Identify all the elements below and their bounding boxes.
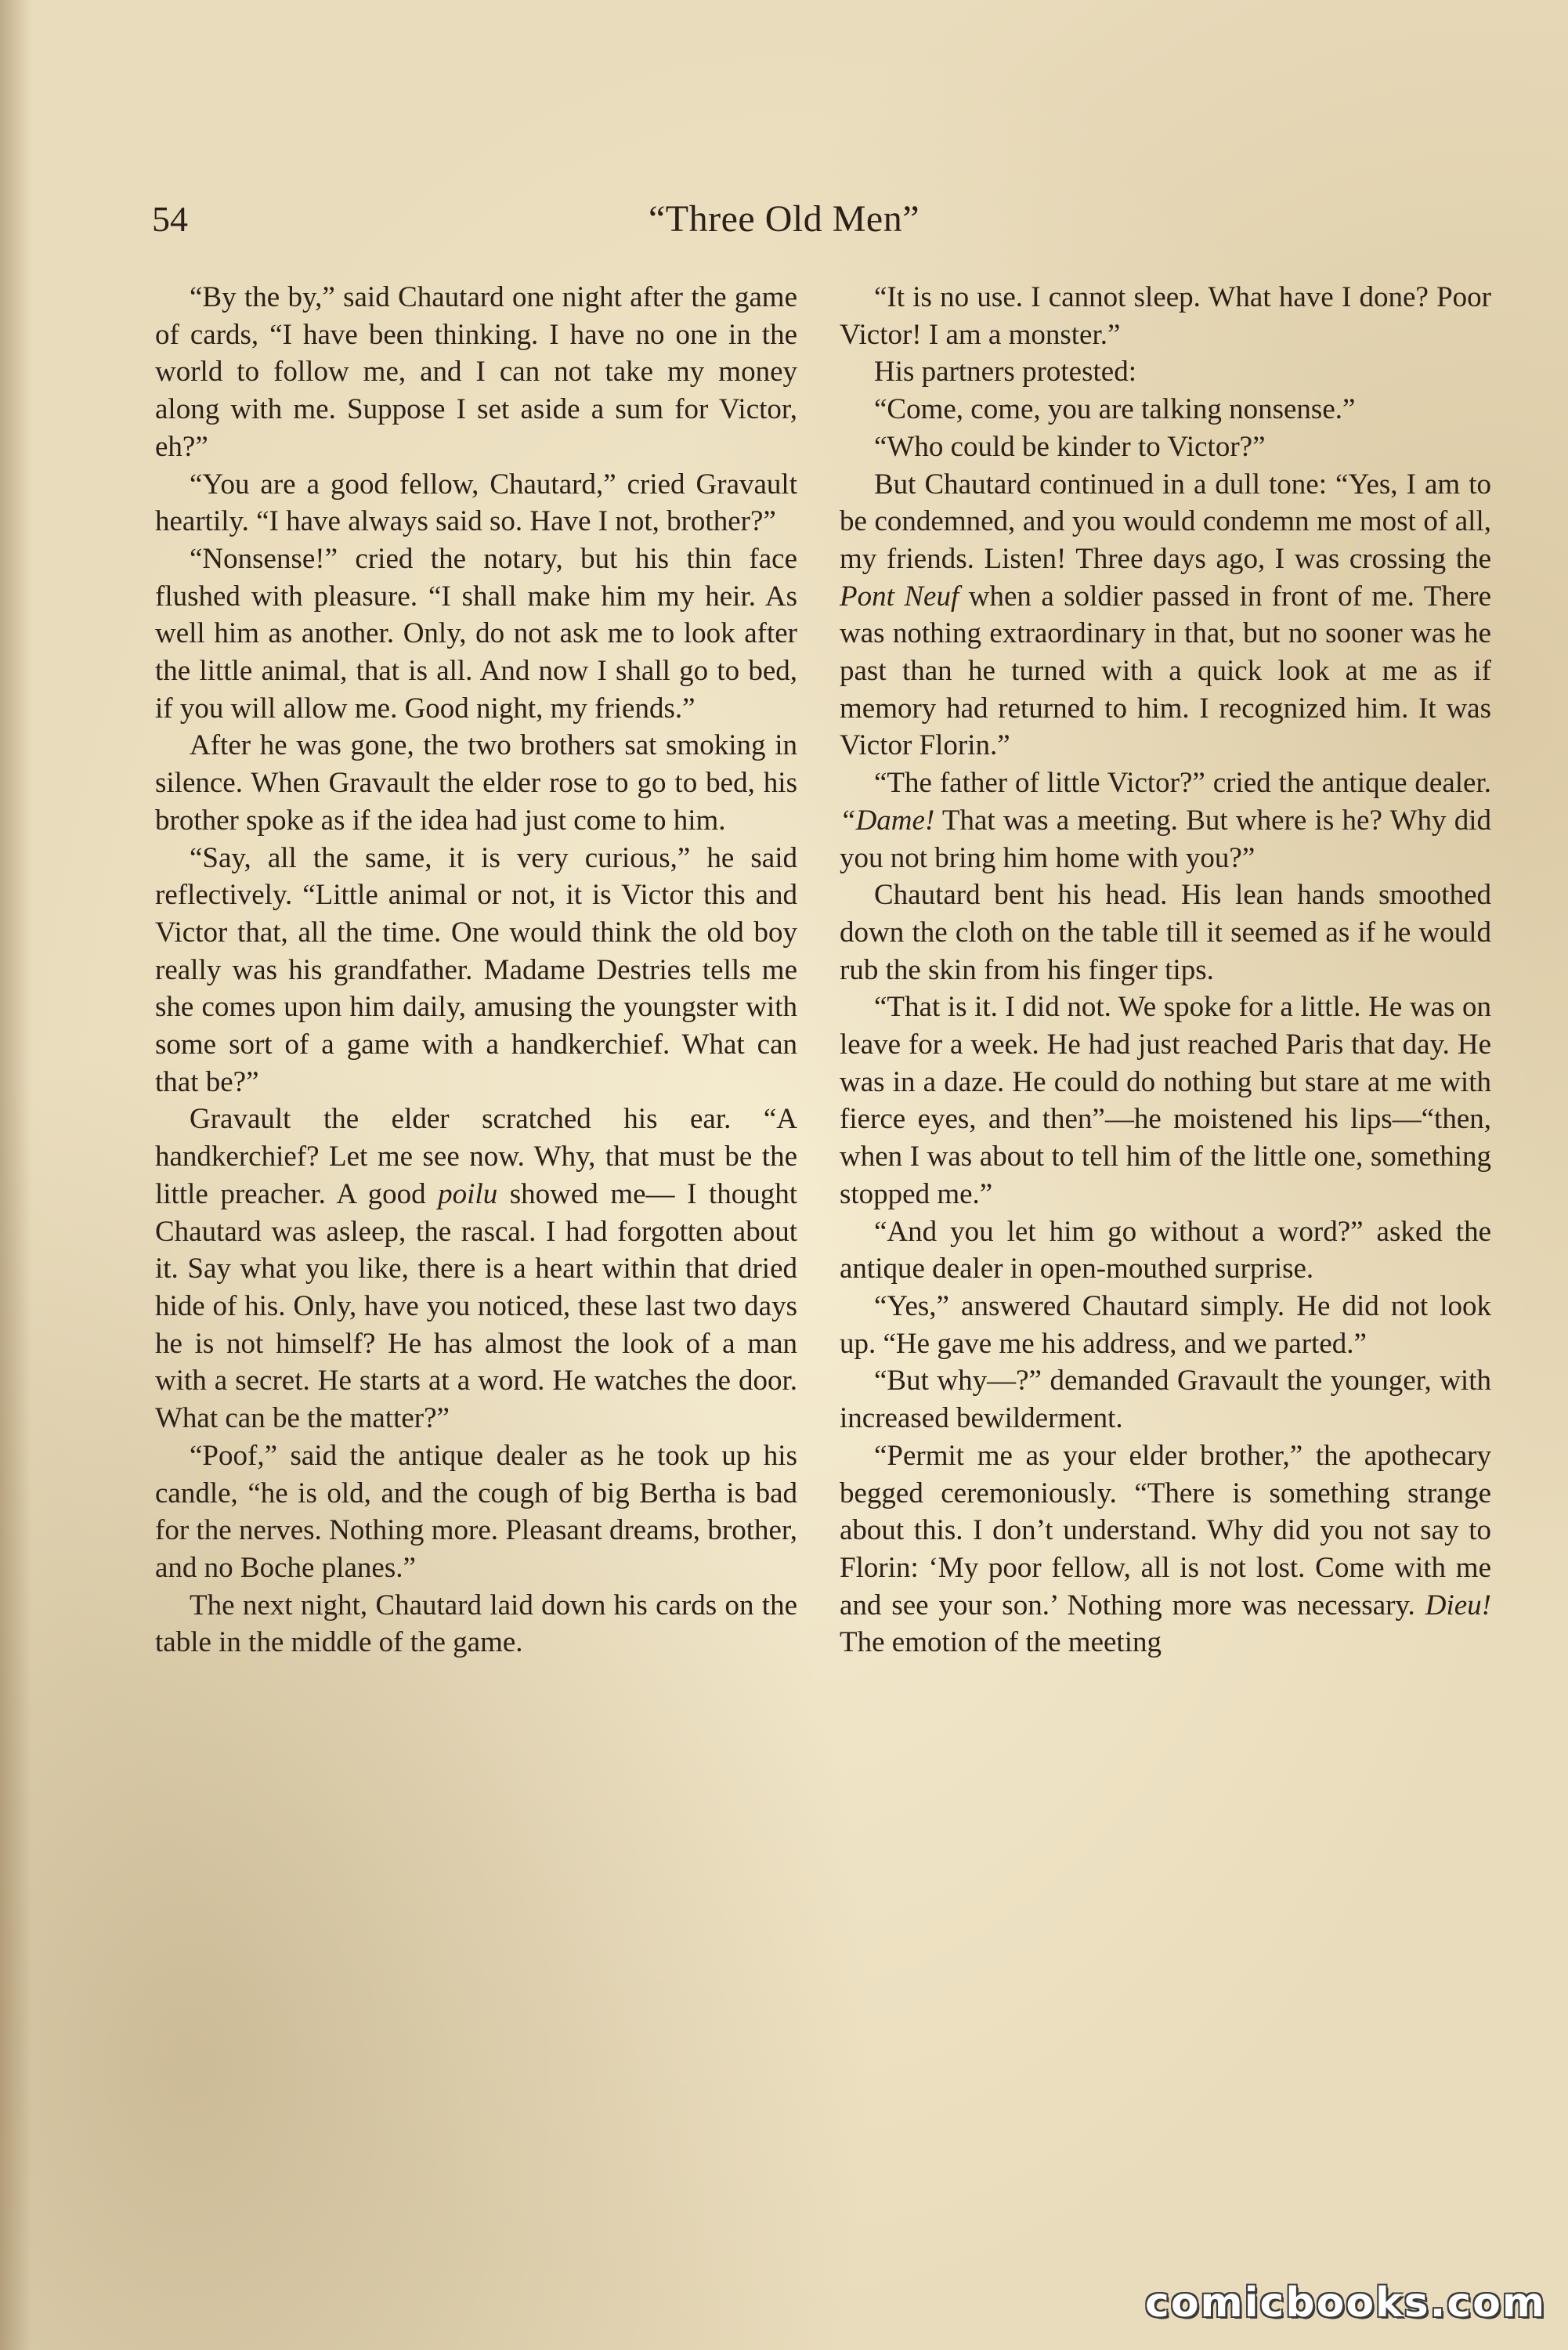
paragraph: “Poof,” said the antique dealer as he took up his candle, “he is old, and the cough of big Bertha is bad for the nerves. Nothing more. Pleasant dreams, brother, and no Boche planes.” — [155, 1439, 797, 1584]
italic-word: Dieu! — [1425, 1589, 1491, 1622]
paragraph: “Who could be kinder to Victor?” — [874, 430, 1266, 463]
paragraph: “But why—?” demanded Gravault the younger, with increased bewilderment. — [840, 1365, 1491, 1435]
paragraph-text: when a soldier passed in front of me. There was nothing extraordinary in that, but no sooner was he past than he turned with a quick look at me as if memory had returned to him. I recognized him. It was Victor Florin.” — [840, 580, 1492, 762]
paragraph — [840, 1437, 1491, 1661]
paragraph — [155, 1101, 797, 1437]
paragraph: “Nonsense!” cried the notary, but his thin face flushed with pleasure. “I shall make him my heir. As well him as another. Only, do not ask me to look after the little animal, that is all. And now I shall go to bed, if you will allow me. Good night, my friends.” — [155, 542, 797, 725]
left-column — [155, 279, 797, 1661]
paragraph-text: The emotion of the meeting — [840, 1626, 1162, 1659]
paragraph: The next night, Chautard laid down his cards on the table in the middle of the game. — [155, 1589, 797, 1659]
italic-word: “Dame! — [840, 804, 935, 837]
paragraph-text: “The father of little Victor?” cried the antique dealer. — [874, 767, 1491, 800]
paragraph: “And you let him go without a word?” asked the antique dealer in open-mouthed surprise. — [840, 1215, 1491, 1285]
page-number: 54 — [152, 199, 188, 239]
paragraph: “By the by,” said Chautard one night after the game of cards, “I have been thinking. I have no one in the world to follow me, and I can not take my money along with me. Suppose I set aside a sum for Victor, eh?” — [155, 281, 797, 463]
right-column — [840, 279, 1491, 1661]
italic-word: Pont Neuf — [840, 580, 959, 613]
paragraph: “That is it. I did not. We spoke for a little. He was on leave for a week. He had just reached Paris that day. He was in a daze. He could do nothing but stare at me with fierce eyes, and then”—he moistened his lips—“then, when I was about to tell him of the little one, something stopped me.” — [840, 991, 1491, 1210]
paragraph-text: showed me— I thought Chautard was asleep, the rascal. I had forgotten about it. Say what you like, there is a heart within that dried hide of his. Only, have you noticed, these last two days he is not himself? He has almost the look of a man with a secret. He starts at a word. He watches the door. What can be the matter?” — [155, 1177, 797, 1435]
paragraph: “It is no use. I cannot sleep. What have I done? Poor Victor! I am a monster.” — [840, 281, 1491, 351]
paragraph-text: But Chautard continued in a dull tone: “Yes, I am to be condemned, and you would condemn me most of all, my friends. Listen! Three days ago, I was crossing the — [840, 468, 1491, 575]
watermark-logo: comicbooks.com — [1145, 2280, 1547, 2326]
paragraph-text: That was a meeting. But where is he? Why did you not bring him home with you?” — [840, 804, 1491, 874]
paragraph: “Yes,” answered Chautard simply. He did not look up. “He gave me his address, and we parted.” — [840, 1289, 1491, 1360]
paragraph — [840, 765, 1491, 877]
paragraph: His partners protested: — [874, 356, 1136, 389]
paragraph: Chautard bent his head. His lean hands smoothed down the cloth on the table till it seemed as if he would rub the skin from his finger tips. — [840, 879, 1491, 986]
paragraph-text: “Permit me as your elder brother,” the apothecary begged ceremoniously. “There is something strange about this. I don’t understand. Why did you not say to Florin: ‘My poor fellow, all is not lost. Come with me and see your son.’ Nothing more was necessary. — [840, 1439, 1491, 1622]
paragraph: “Come, come, you are talking nonsense.” — [874, 393, 1356, 426]
italic-word: poilu — [438, 1177, 498, 1210]
paragraph-text: Gravault the elder scratched his ear. “A handkerchief? Let me see now. Why, that must be the little preacher. A good — [155, 1103, 797, 1210]
paragraph: “Say, all the same, it is very curious,” he said reflectively. “Little animal or not, it is Victor this and Victor that, all the time. One would think the old boy really was his grandfather. Madame Destries tells me she comes upon him daily, amusing the youngster with some sort of a game with a handkerchief. What can that be?” — [155, 841, 797, 1098]
running-head: “Three Old Men” — [648, 198, 919, 240]
paragraph — [840, 466, 1491, 765]
paragraph: “You are a good fellow, Chautard,” cried Gravault heartily. “I have always said so. Have I not, brother?” — [155, 468, 797, 538]
paragraph: After he was gone, the two brothers sat smoking in silence. When Gravault the elder rose to go to bed, his brother spoke as if the idea had just come to him. — [155, 729, 797, 837]
